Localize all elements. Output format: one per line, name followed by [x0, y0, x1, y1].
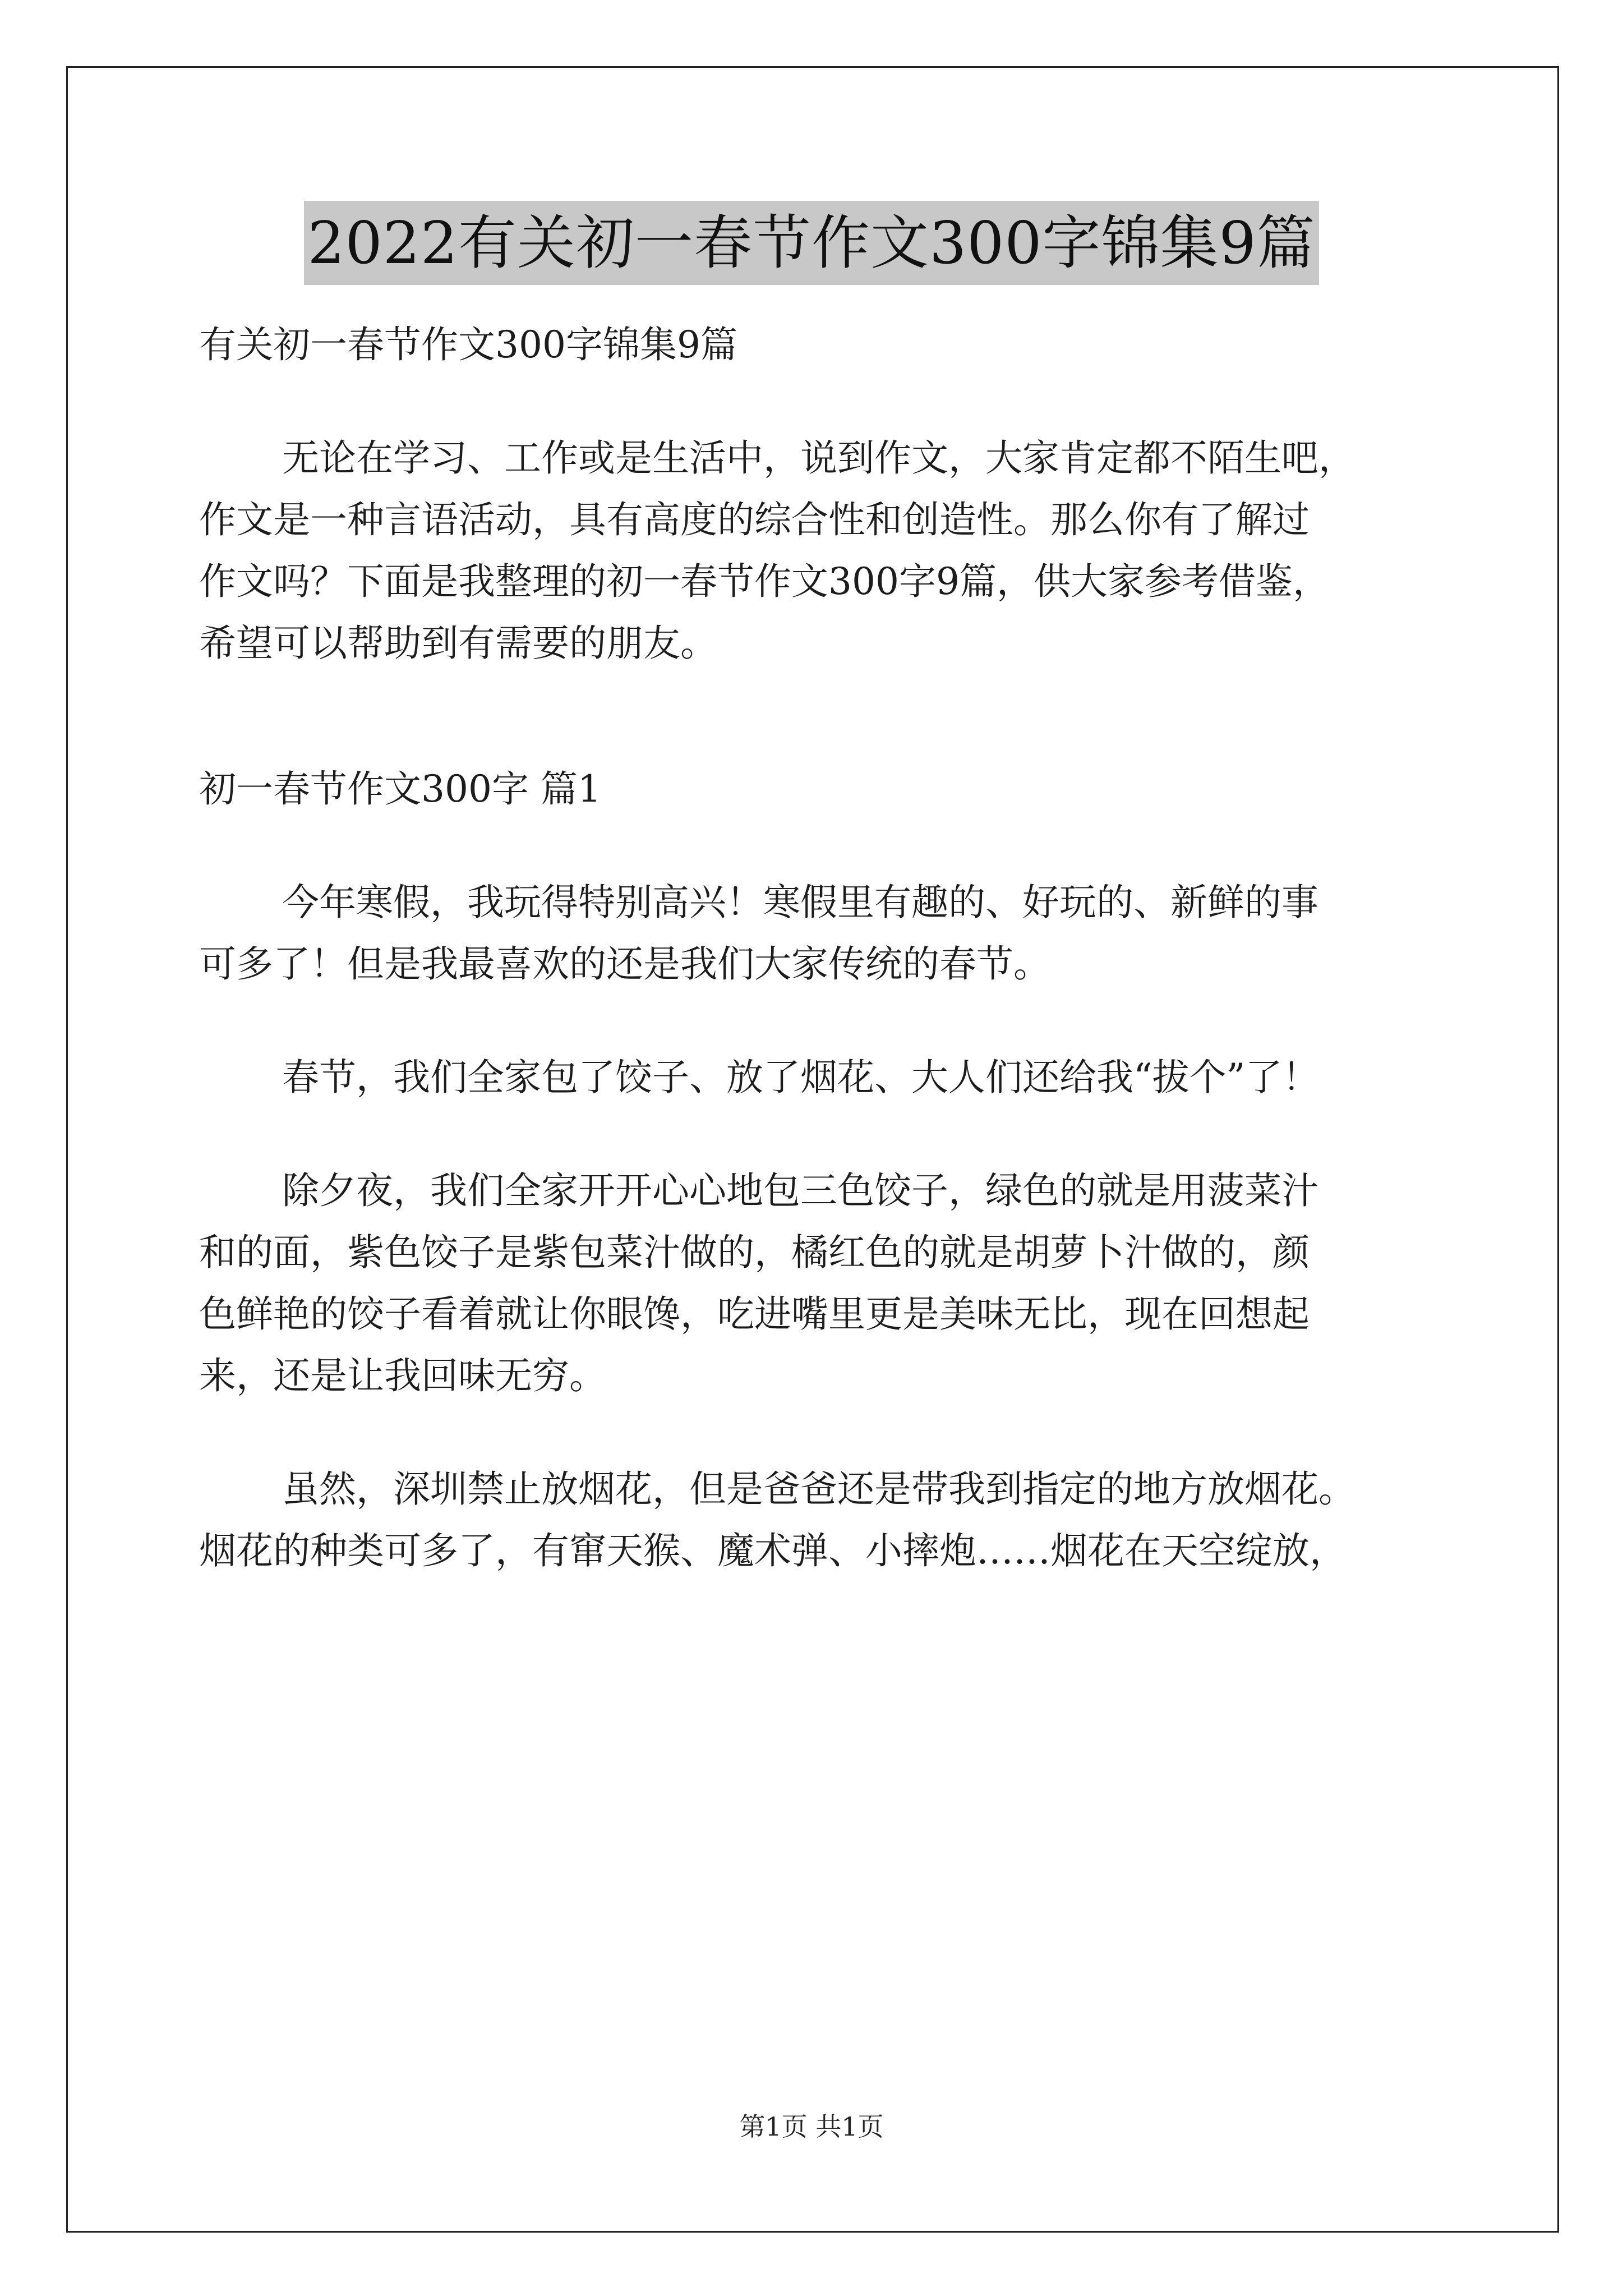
text-line: 可多了！但是我最喜欢的还是我们大家传统的春节。 — [199, 942, 1050, 986]
title-container — [0, 201, 1623, 285]
paragraph-4 — [199, 1458, 1489, 1582]
text-line: 无论在学习、工作或是生活中，说到作文，大家肯定都不陌生吧， — [282, 436, 1355, 480]
text-line: 色鲜艳的饺子看着就让你眼馋，吃进嘴里更是美味无比，现在回想起 — [199, 1292, 1310, 1336]
text-line: 作文是一种言语活动，具有高度的综合性和创造性。那么你有了解过 — [199, 498, 1310, 541]
text-line: 和的面，紫色饺子是紫包菜汁做的，橘红色的就是胡萝卜汁做的，颜 — [199, 1231, 1310, 1274]
document-subtitle: 有关初一春节作文300字锦集9篇 — [199, 323, 737, 366]
paragraph-1 — [199, 872, 1489, 995]
document-body — [199, 314, 1489, 1582]
paragraph-2 — [199, 1047, 1489, 1108]
intro-paragraph — [199, 427, 1489, 674]
text-line: 希望可以帮助到有需要的朋友。 — [199, 622, 717, 665]
text-line: 春节，我们全家包了饺子、放了烟花、大人们还给我“拔个”了！ — [282, 1056, 1320, 1099]
paragraph-3 — [199, 1160, 1489, 1407]
text-line: 烟花的种类可多了，有窜天猴、魔术弹、小摔炮……烟花在天空绽放， — [199, 1529, 1347, 1572]
section-heading: 初一春节作文300字 篇1 — [199, 767, 601, 811]
text-line: 今年寒假，我玩得特别高兴！寒假里有趣的、好玩的、新鲜的事 — [282, 881, 1318, 924]
text-line: 除夕夜，我们全家开开心心地包三色饺子，绿色的就是用菠菜汁 — [282, 1169, 1318, 1212]
text-line: 虽然，深圳禁止放烟花，但是爸爸还是带我到指定的地方放烟花。 — [282, 1467, 1355, 1511]
text-line: 作文吗？下面是我整理的初一春节作文300字9篇，供大家参考借鉴， — [199, 560, 1330, 603]
text-line: 来，还是让我回味无穷。 — [199, 1354, 606, 1397]
document-title: 2022有关初一春节作文300字锦集9篇 — [304, 201, 1318, 285]
page-footer: 第1页 共1页 — [739, 2111, 884, 2142]
